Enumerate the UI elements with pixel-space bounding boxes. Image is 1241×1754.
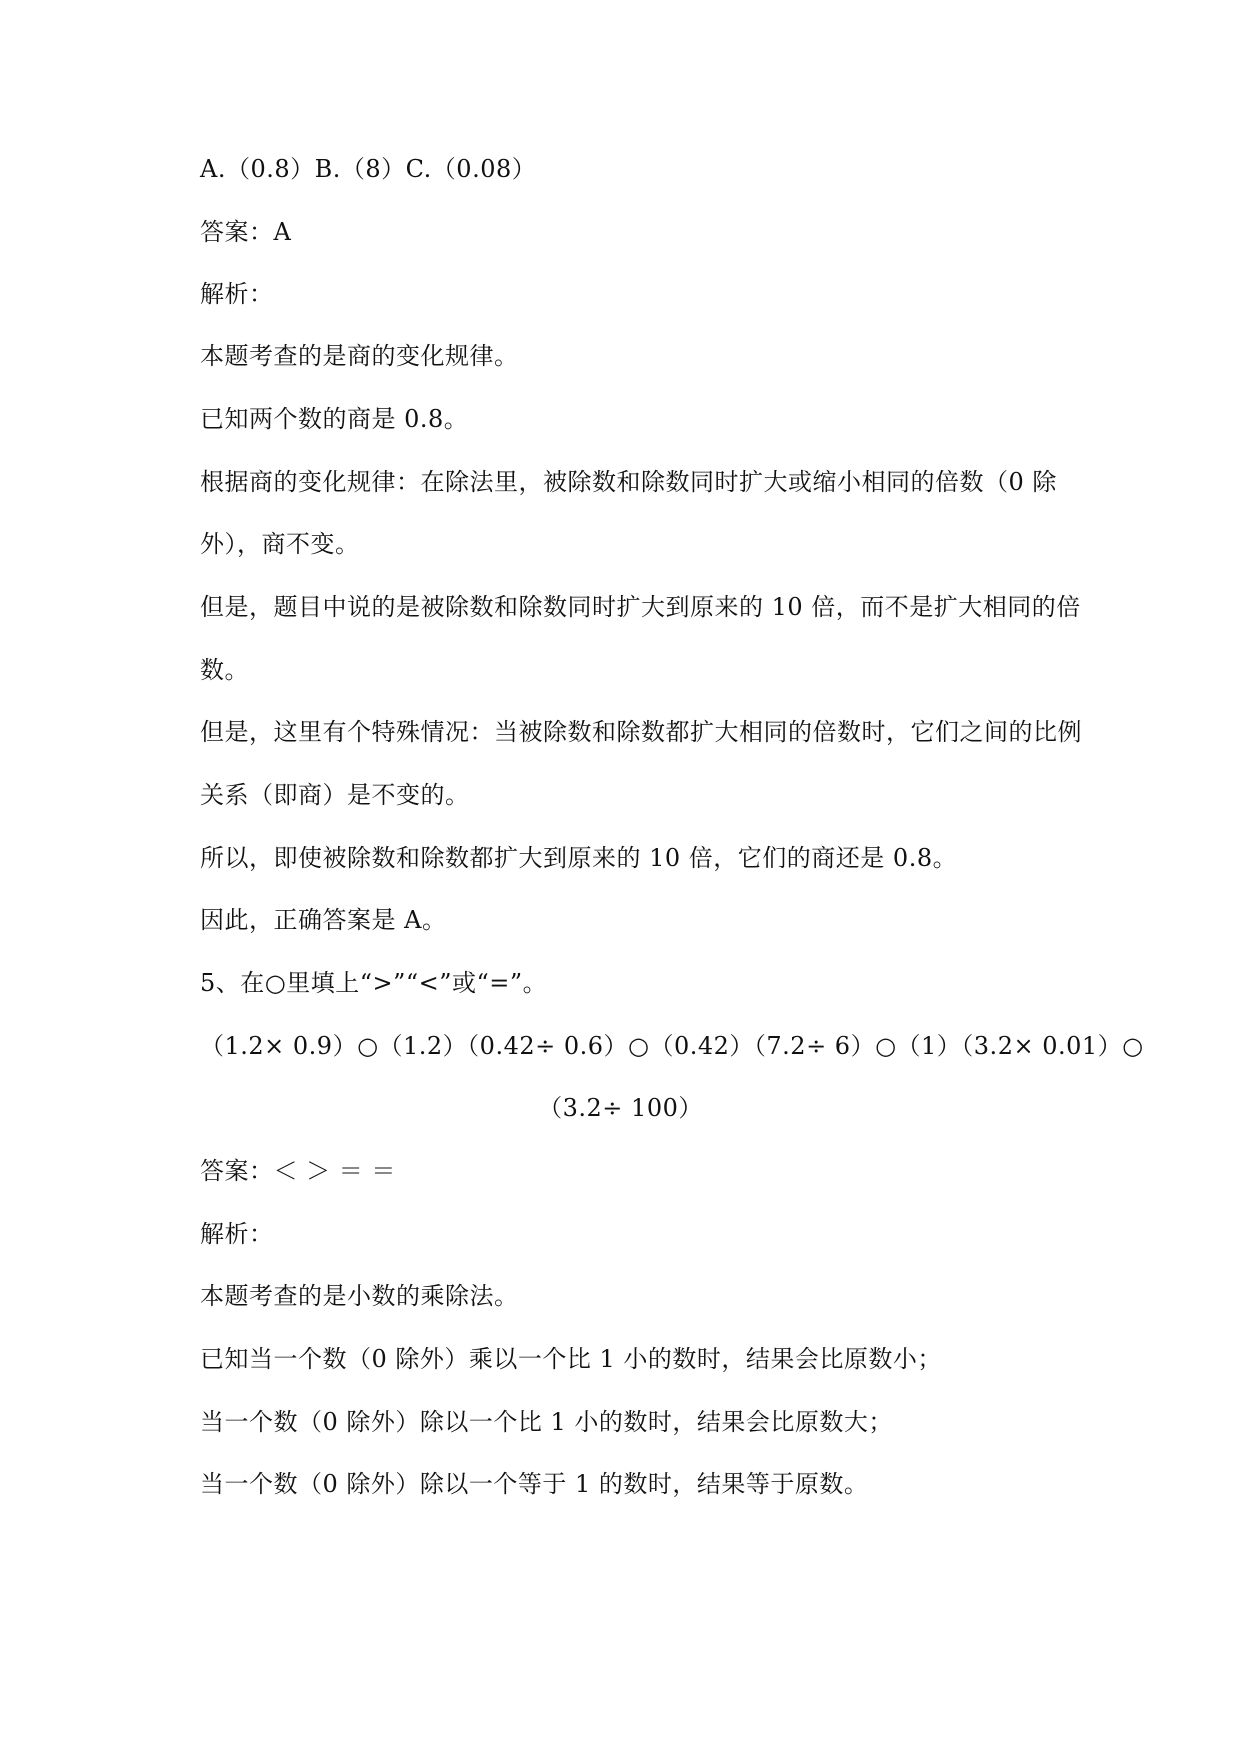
paragraph-line: 所以，即使被除数和除数都扩大到原来的 10 倍，它们的商还是 0.8。 <box>200 844 958 872</box>
answer-line: 答案：A <box>200 218 292 246</box>
paragraph-line: 但是，题目中说的是被除数和除数同时扩大到原来的 10 倍，而不是扩大相同的倍 <box>200 593 1081 621</box>
expression-line-centered: （3.2÷ 100） <box>538 1094 703 1122</box>
paragraph-line: 已知两个数的商是 0.8。 <box>200 405 469 433</box>
paragraph-line: 因此，正确答案是 A。 <box>200 906 447 934</box>
paragraph-line: 本题考查的是商的变化规律。 <box>200 342 519 370</box>
question-heading: 5、在○里填上“>”“<”或“=”。 <box>200 969 548 997</box>
paragraph-line: 但是，这里有个特殊情况：当被除数和除数都扩大相同的倍数时，它们之间的比例 <box>200 718 1082 746</box>
paragraph-line: 外），商不变。 <box>200 530 360 558</box>
paragraph-line: 数。 <box>200 656 249 684</box>
analysis-heading: 解析： <box>200 280 274 308</box>
answer-line: 答案：＜ ＞ ＝ ＝ <box>200 1157 396 1185</box>
paragraph-line: 当一个数（0 除外）除以一个等于 1 的数时，结果等于原数。 <box>200 1470 869 1498</box>
expression-line: （1.2× 0.9）○（1.2）（0.42÷ 0.6）○（0.42）（7.2÷ 6）○（1）（3.2× 0.01）○ <box>200 1032 1144 1060</box>
paragraph-line: 关系（即商）是不变的。 <box>200 781 470 809</box>
options-line: A.（0.8）B.（8）C.（0.08） <box>200 155 537 183</box>
paragraph-line: 根据商的变化规律：在除法里，被除数和除数同时扩大或缩小相同的倍数（0 除 <box>200 468 1057 496</box>
paragraph-line: 本题考查的是小数的乘除法。 <box>200 1282 519 1310</box>
paragraph-line: 已知当一个数（0 除外）乘以一个比 1 小的数时，结果会比原数小； <box>200 1345 942 1373</box>
paragraph-line: 当一个数（0 除外）除以一个比 1 小的数时，结果会比原数大； <box>200 1408 893 1436</box>
analysis-heading: 解析： <box>200 1220 274 1248</box>
